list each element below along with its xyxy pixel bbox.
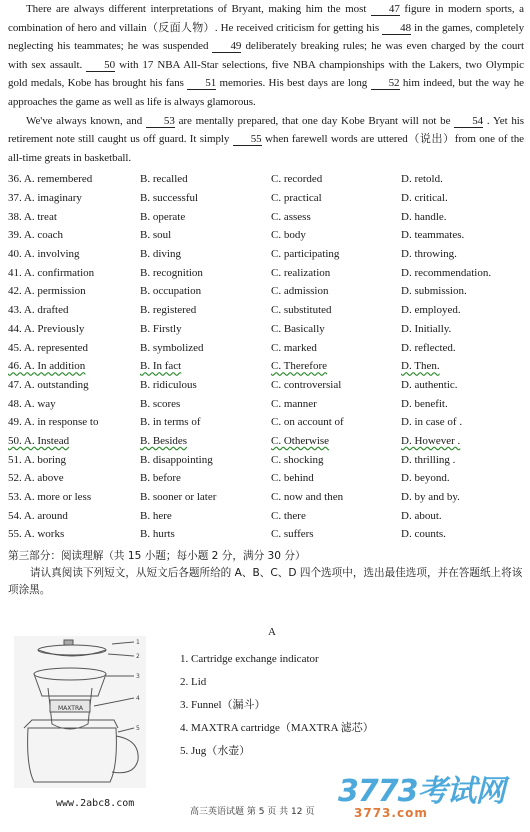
- option-row: [8, 264, 524, 283]
- option-d: D. reflected.: [401, 341, 456, 354]
- option-row: [8, 282, 524, 301]
- option-row: [8, 432, 524, 451]
- option-d: D. teammates.: [401, 229, 465, 242]
- option-b: B. soul: [140, 229, 172, 242]
- parts-list-item: 4. MAXTRA cartridge（MAXTRA 滤芯）: [180, 722, 374, 734]
- option-d: D. in case of .: [401, 416, 463, 429]
- option-c: C. participating: [271, 248, 340, 261]
- option-d: D. recommendation.: [401, 266, 492, 279]
- option-b: B. symbolized: [140, 341, 204, 354]
- blank-53: 53: [146, 115, 175, 128]
- option-n: 39. A. coach: [8, 229, 63, 242]
- passage-text: in the games, completely neglecting his teammates; he was suspended: [8, 21, 525, 53]
- option-n: 47. A. outstanding: [8, 378, 89, 391]
- figure-callout-5: 5: [136, 725, 140, 732]
- footer-url: www.2abc8.com: [56, 798, 135, 809]
- option-c: C. substituted: [271, 304, 332, 317]
- parts-list-item: 1. Cartridge exchange indicator: [180, 653, 319, 665]
- option-b: B. In fact: [140, 360, 182, 373]
- option-n: 50. A. Instead: [8, 434, 70, 447]
- passage-text: We've always known, and: [26, 114, 143, 127]
- option-d: D. employed.: [401, 304, 461, 317]
- option-row: [8, 301, 524, 320]
- figure-callout-4: 4: [136, 695, 140, 702]
- passage-text: him indeed, but the way he approaches the game as well as life is always glamorous.: [8, 77, 524, 108]
- option-n: 55. A. works: [8, 528, 65, 541]
- option-d: D. retold.: [401, 173, 443, 186]
- passage-text: deliberately breaking rules; he was even charged by the court with sex assault.: [8, 40, 524, 71]
- option-n: 43. A. drafted: [8, 304, 69, 317]
- option-d: D. by and by.: [401, 491, 460, 504]
- option-n: 46. A. In addition: [8, 360, 86, 373]
- passage-text: are mentally prepared, that one day Kobe Bryant will not be: [178, 114, 451, 127]
- option-c: C. Otherwise: [271, 434, 330, 447]
- option-n: 45. A. represented: [8, 341, 89, 354]
- option-b: B. before: [140, 472, 181, 485]
- section-title: 第三部分：阅读理解（共 15 小题；每小题 2 分，满分 30 分）: [8, 550, 306, 563]
- option-c: C. assess: [271, 210, 311, 223]
- passage-paragraph-2: [8, 112, 524, 168]
- option-row: [8, 376, 524, 395]
- option-n: 53. A. more or less: [8, 491, 92, 504]
- passage-text: memories. His best days are long: [219, 77, 368, 90]
- option-row: [8, 469, 524, 488]
- option-c: C. controversial: [271, 378, 342, 391]
- passage-text: There are always different interpretations of Bryant, making him the most: [26, 3, 367, 15]
- option-b: B. Besides: [140, 434, 188, 447]
- option-row: [8, 488, 524, 507]
- option-c: C. behind: [271, 472, 314, 485]
- option-n: 36. A. remembered: [8, 173, 93, 186]
- option-c: C. practical: [271, 192, 322, 205]
- watermark-logo-url: 3773.com: [354, 806, 428, 820]
- blank-52: 52: [371, 77, 400, 90]
- option-row: [8, 395, 524, 414]
- blank-50: 50: [86, 59, 115, 72]
- option-row: [8, 339, 524, 358]
- option-b: B. successful: [140, 192, 199, 205]
- option-b: B. here: [140, 509, 172, 522]
- options-list: [8, 170, 524, 544]
- option-row: [8, 525, 524, 544]
- option-c: C. Therefore: [271, 360, 327, 373]
- option-d: D. throwing.: [401, 248, 457, 261]
- option-row: [8, 357, 524, 376]
- option-b: B. occupation: [140, 285, 202, 298]
- option-c: C. there: [271, 509, 306, 522]
- water-filter-jug-figure: [14, 636, 146, 788]
- article-title: A: [268, 626, 276, 638]
- option-b: B. scores: [140, 397, 181, 410]
- figure-callout-1: 1: [136, 639, 140, 646]
- passage-paragraph-1: [8, 0, 524, 112]
- option-row: [8, 189, 524, 208]
- blank-54: 54: [454, 115, 483, 128]
- blank-49: 49: [212, 40, 241, 53]
- parts-list-item: 2. Lid: [180, 676, 207, 688]
- option-n: 38. A. treat: [8, 210, 57, 223]
- option-c: C. realization: [271, 266, 331, 279]
- parts-list-item: 3. Funnel（漏斗）: [180, 699, 266, 711]
- passage-text: figure in modern sports, a combination of hero and villain（反面人物）. He received criticism for getting his: [8, 3, 525, 34]
- option-b: B. recognition: [140, 266, 203, 279]
- option-d: D. submission.: [401, 285, 467, 298]
- option-b: B. registered: [140, 304, 197, 317]
- watermark-logo: [338, 766, 524, 826]
- option-n: 49. A. in response to: [8, 416, 99, 429]
- option-b: B. in terms of: [140, 416, 201, 429]
- passage-text: with 17 NBA All-Star selections, five NBA championships with the Lakers, two Olympic gold medals, Kobe has brought his fans: [8, 58, 524, 90]
- option-d: D. Initially.: [401, 322, 452, 335]
- option-n: 37. A. imaginary: [8, 192, 82, 205]
- option-row: [8, 226, 524, 245]
- watermark-logo-text: 3773考试网: [338, 774, 505, 809]
- option-b: B. diving: [140, 248, 181, 261]
- blank-47: 47: [371, 3, 400, 16]
- option-row: [8, 413, 524, 432]
- option-c: C. recorded: [271, 173, 323, 186]
- parts-list-item: 5. Jug（水壶）: [180, 745, 251, 757]
- option-b: B. Firstly: [140, 322, 182, 335]
- option-row: [8, 245, 524, 264]
- option-n: 52. A. above: [8, 472, 64, 485]
- option-d: D. handle.: [401, 210, 447, 223]
- passage-text: . Yet his retirement note still caught us off guard. It simply: [8, 114, 525, 146]
- option-d: D. Then.: [401, 360, 440, 373]
- figure-callout-3: 3: [136, 673, 140, 680]
- option-d: D. authentic.: [401, 378, 458, 391]
- option-row: [8, 507, 524, 526]
- option-b: B. recalled: [140, 173, 188, 186]
- option-n: 41. A. confirmation: [8, 266, 95, 279]
- option-row: [8, 451, 524, 470]
- option-n: 42. A. permission: [8, 285, 86, 298]
- option-c: C. suffers: [271, 528, 314, 541]
- option-d: D. thrilling .: [401, 453, 456, 466]
- figure-brand-label: MAXTRA: [58, 705, 83, 712]
- option-n: 44. A. Previously: [8, 322, 85, 335]
- exam-page: [8, 0, 524, 599]
- option-b: B. sooner or later: [140, 491, 217, 504]
- option-d: D. However .: [401, 434, 461, 447]
- blank-51: 51: [187, 77, 216, 90]
- blank-55: 55: [233, 133, 262, 146]
- option-c: C. Basically: [271, 322, 325, 335]
- option-row: [8, 208, 524, 227]
- passage-text: when farewell words are uttered（说出）from one of the all-time greats in basketball.: [8, 133, 524, 164]
- option-row: [8, 320, 524, 339]
- instruction: 请认真阅读下列短文，从短文后各题所给的 A、B、C、D 四个选项中，选出最佳选项，并在答题纸上将该项涂黑。: [8, 567, 523, 597]
- option-c: C. marked: [271, 341, 317, 354]
- option-c: C. on account of: [271, 416, 344, 429]
- option-b: B. hurts: [140, 528, 175, 541]
- option-c: C. body: [271, 229, 306, 242]
- option-c: C. shocking: [271, 453, 324, 466]
- option-c: C. admission: [271, 285, 329, 298]
- option-n: 51. A. boring: [8, 453, 67, 466]
- figure-callout-2: 2: [136, 653, 140, 660]
- option-n: 54. A. around: [8, 509, 68, 522]
- option-d: D. beyond.: [401, 472, 450, 485]
- footer-page-number: 高三英语试题 第 5 页 共 12 页: [190, 807, 315, 817]
- option-b: B. operate: [140, 210, 186, 223]
- option-d: D. benefit.: [401, 397, 448, 410]
- option-d: D. critical.: [401, 192, 448, 205]
- option-row: [8, 170, 524, 189]
- option-b: B. disappointing: [140, 453, 213, 466]
- parts-list: [180, 648, 374, 763]
- option-c: C. now and then: [271, 491, 344, 504]
- option-d: D. counts.: [401, 528, 446, 541]
- blank-48: 48: [382, 22, 411, 35]
- option-c: C. manner: [271, 397, 317, 410]
- option-b: B. ridiculous: [140, 378, 197, 391]
- option-n: 40. A. involving: [8, 248, 80, 261]
- option-d: D. about.: [401, 509, 442, 522]
- option-n: 48. A. way: [8, 397, 56, 410]
